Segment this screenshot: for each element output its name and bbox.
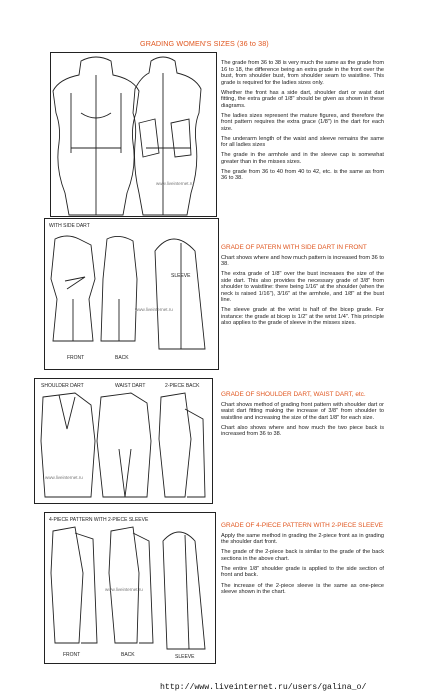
section4-p2: The grade of the 2-piece back is similar to the grade of the back sections in the above chart. — [221, 549, 384, 562]
label-front: FRONT — [67, 355, 85, 361]
dress-form-figure — [50, 52, 217, 217]
label-shoulder-dart: SHOULDER DART — [41, 383, 84, 389]
label-sleeve: SLEEVE — [171, 273, 191, 279]
section1-p2: Whether the front has a side dart, shoulder dart or waist dart fitting, the extra grade of 1/8" should be given as shown in these diagrams. — [221, 89, 384, 109]
section2-p3: The sleeve grade at the wrist is half of the bicep grade. For instance: the grade at bicep is 1/2" at the wrist 1/4". This principle also applies to the grade of sleeve in the misses sizes. — [221, 307, 384, 327]
section4-heading: GRADE OF 4-PIECE PATTERN WITH 2-PIECE SLEEVE — [221, 522, 384, 529]
section4-p4: The increase of the 2-piece sleeve is the same as one-piece sleeve shown in the chart. — [221, 582, 384, 596]
label-sleeve-4: SLEEVE — [175, 654, 195, 660]
figure2-title: WITH SIDE DART — [49, 223, 90, 229]
section2-text — [221, 244, 384, 331]
label-2piece-back: 2-PIECE BACK — [165, 383, 200, 389]
section1-p1: The grade from 36 to 38 is very much the same as the grade from 16 to 18, the difference being an extra grade in the front over the bust, from shoulder bust, from shoulder seam to waistline. This grade is required for the ladies sizes only. — [221, 60, 384, 86]
section1-text — [221, 60, 384, 186]
side-dart-figure — [44, 218, 219, 370]
figure4-title: 4-PIECE PATTERN WITH 2-PIECE SLEEVE — [49, 517, 149, 523]
label-front-4: FRONT — [63, 652, 81, 658]
section3-p1: Chart shows method of grading front pattern with shoulder dart or waist dart fitting making the increase of 3/8" from shoulder to waistline and increasing the size of the dart 1/8" for each size. — [221, 401, 384, 421]
section3-p2: Chart also shows where and how much the two piece back is increased from 36 to 38. — [221, 424, 384, 438]
section1-p6: The grade from 36 to 40 from 40 to 42, etc. is the same as from 36 to 38. — [221, 168, 384, 182]
section2-p2: The extra grade of 1/8" over the bust increases the size of the side dart. This also provides the necessary grade of 3/8" from shoulder to waistline: there being 1/16" at the shoulder (when the neck is raised 1/16"), 3/16" at the armhole, and 1/8" at the bust line. — [221, 271, 384, 304]
section3-heading: GRADE OF SHOULDER DART, WAIST DART, etc. — [221, 391, 366, 398]
figure4-watermark: www.liveinternet.ru — [105, 587, 143, 592]
section1-p5: The grade in the armhole and in the sleeve cap is somewhat greater than in the misses sizes. — [221, 152, 384, 165]
section4-p3: The entire 1/8" shoulder grade is applied to the side section of front and back. — [221, 565, 384, 579]
section2-heading: GRADE OF PATERN WITH SIDE DART IN FRONT — [221, 244, 367, 251]
section3-text — [221, 391, 384, 441]
section1-p3: The ladies sizes represent the mature figures, and therefore the front pattern requires the extra grace (1/8") in the dart for each size. — [221, 112, 384, 132]
page-title: GRADING WOMEN'S SIZES (36 to 38) — [140, 39, 269, 48]
figure1-watermark: www.liveinternet.ru — [156, 181, 194, 186]
label-back: BACK — [115, 355, 129, 361]
section4-p1: Apply the same method in grading the 2-piece front as in grading the shoulder dart front. — [221, 532, 384, 546]
section2-p1: Chart shows where and how much pattern is increased from 36 to 38. — [221, 254, 384, 268]
figure3-watermark: www.liveinternet.ru — [45, 475, 83, 480]
section4-text — [221, 522, 384, 599]
shoulder-dart-figure — [34, 378, 213, 504]
label-waist-dart: WAIST DART — [115, 383, 146, 389]
label-back-4: BACK — [121, 652, 135, 658]
footer-url[interactable]: http://www.liveinternet.ru/users/galina_o/ — [160, 683, 367, 692]
figure2-watermark: www.liveinternet.ru — [135, 307, 173, 312]
section1-p4: The underarm length of the waist and sleeve remains the same for all ladies sizes — [221, 135, 384, 149]
four-piece-figure — [44, 512, 216, 664]
